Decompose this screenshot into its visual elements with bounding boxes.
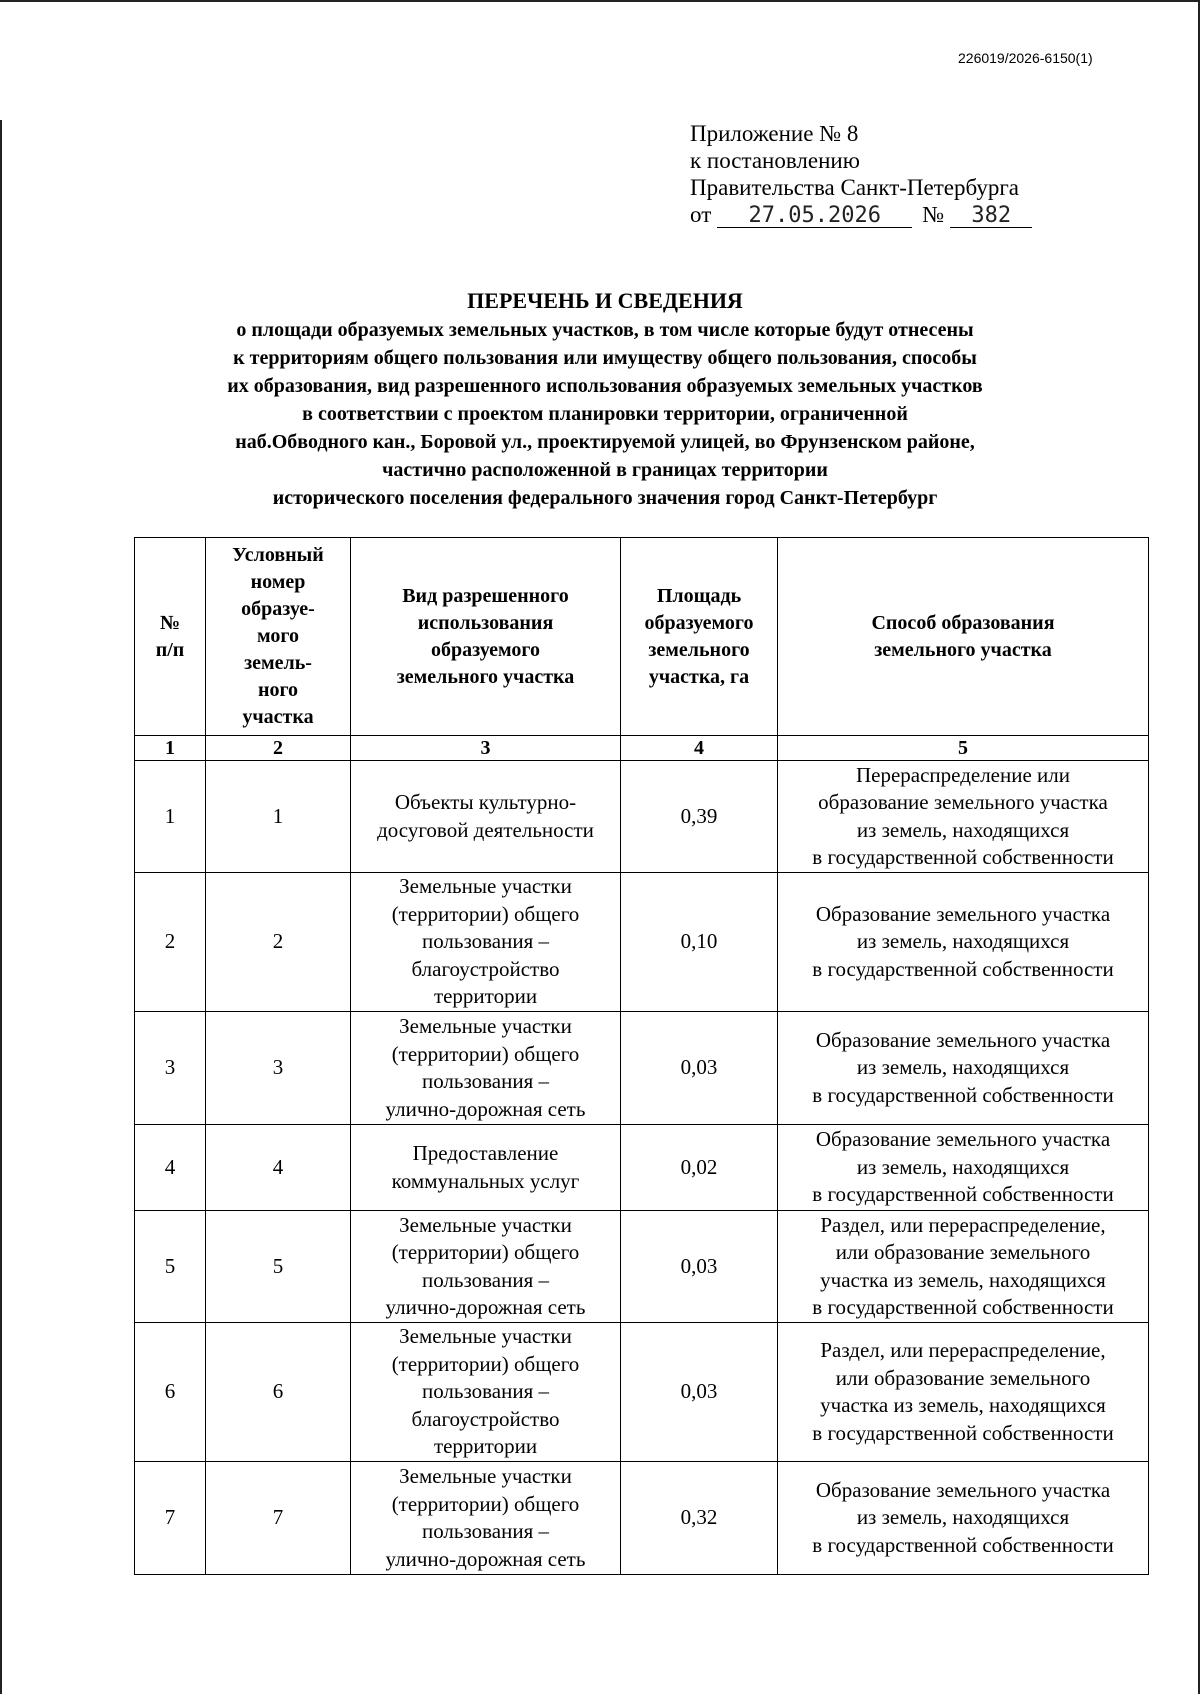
column-number: 5 — [778, 736, 1149, 761]
document-registration-number: 226019/2026-6150(1) — [958, 50, 1093, 66]
resolution-date: 27.05.2026 — [717, 205, 912, 228]
table-row — [135, 873, 1149, 1012]
row-number: 1 — [135, 761, 206, 873]
row-number: 6 — [135, 1323, 206, 1462]
table-row — [135, 1012, 1149, 1125]
appendix-date-line — [690, 201, 1032, 228]
row-number: 4 — [135, 1125, 206, 1211]
table-row — [135, 1323, 1149, 1462]
formation-method: Раздел, или перераспределение, или образование земельного участка из земель, находящихся в государственной собственности — [778, 1211, 1149, 1323]
permitted-use: Объекты культурно- досуговой деятельности — [351, 761, 621, 873]
document-heading — [130, 286, 1080, 512]
conditional-number: 4 — [206, 1125, 351, 1211]
conditional-number: 2 — [206, 873, 351, 1012]
formation-method: Образование земельного участка из земель, находящихся в государственной собственности — [778, 1125, 1149, 1211]
number-label: № — [922, 202, 945, 227]
conditional-number: 7 — [206, 1462, 351, 1575]
header-formation-method: Способ образования земельного участка — [778, 538, 1149, 736]
scan-edge-left — [0, 120, 2, 1694]
column-number: 1 — [135, 736, 206, 761]
column-number: 4 — [621, 736, 778, 761]
formation-method: Образование земельного участка из земель, находящихся в государственной собственности — [778, 1012, 1149, 1125]
row-number: 3 — [135, 1012, 206, 1125]
scan-edge-top — [0, 0, 1200, 2]
parcel-area: 0,10 — [621, 873, 778, 1012]
table-row — [135, 1462, 1149, 1575]
appendix-line-1: Приложение № 8 — [690, 121, 859, 146]
formation-method: Образование земельного участка из земель, находящихся в государственной собственности — [778, 1462, 1149, 1575]
header-row-number: № п/п — [135, 538, 206, 736]
header-conditional-number: Условный номер образуе- мого земель- ного участка — [206, 538, 351, 736]
parcel-area: 0,03 — [621, 1211, 778, 1323]
permitted-use: Земельные участки (территории) общего пользования – благоустройство территории — [351, 1323, 621, 1462]
parcel-area: 0,03 — [621, 1323, 778, 1462]
parcel-area: 0,02 — [621, 1125, 778, 1211]
permitted-use: Предоставление коммунальных услуг — [351, 1125, 621, 1211]
parcel-area: 0,32 — [621, 1462, 778, 1575]
parcel-area: 0,03 — [621, 1012, 778, 1125]
table-row — [135, 1125, 1149, 1211]
document-subtitle: о площади образуемых земельных участков, в том числе которые будут отнесены к территориям общего пользования или имуществу общего пользования, способы их образования, вид разрешенного использования образуемых земельных участков в соответствии с проектом планировки территории, ограниченной наб.Обводного кан., Боровой ул., проектируемой улицей, во Фрунзенском районе, частично расположенной в границах территории исторического поселения федерального значения город Санкт-Петербург — [227, 319, 983, 509]
row-number: 7 — [135, 1462, 206, 1575]
permitted-use: Земельные участки (территории) общего пользования – улично-дорожная сеть — [351, 1462, 621, 1575]
document-title: ПЕРЕЧЕНЬ И СВЕДЕНИЯ — [467, 288, 743, 313]
header-area: Площадь образуемого земельного участка, га — [621, 538, 778, 736]
formation-method: Перераспределение или образование земельного участка из земель, находящихся в государственной собственности — [778, 761, 1149, 873]
conditional-number: 1 — [206, 761, 351, 873]
conditional-number: 6 — [206, 1323, 351, 1462]
from-label: от — [690, 202, 712, 227]
appendix-line-3: Правительства Санкт-Петербурга — [690, 175, 1019, 200]
table-row — [135, 761, 1149, 873]
row-number: 2 — [135, 873, 206, 1012]
permitted-use: Земельные участки (территории) общего пользования – улично-дорожная сеть — [351, 1012, 621, 1125]
table-header-row — [135, 538, 1149, 736]
resolution-number: 382 — [950, 205, 1032, 228]
appendix-line-2: к постановлению — [690, 148, 860, 173]
parcel-area: 0,39 — [621, 761, 778, 873]
permitted-use: Земельные участки (территории) общего пользования – улично-дорожная сеть — [351, 1211, 621, 1323]
conditional-number: 5 — [206, 1211, 351, 1323]
column-number: 2 — [206, 736, 351, 761]
formation-method: Раздел, или перераспределение, или образование земельного участка из земель, находящихся в государственной собственности — [778, 1323, 1149, 1462]
conditional-number: 3 — [206, 1012, 351, 1125]
table-row — [135, 1211, 1149, 1323]
permitted-use: Земельные участки (территории) общего пользования – благоустройство территории — [351, 873, 621, 1012]
header-permitted-use: Вид разрешенного использования образуемого земельного участка — [351, 538, 621, 736]
column-number-row — [135, 736, 1149, 761]
row-number: 5 — [135, 1211, 206, 1323]
parcels-table — [134, 537, 1149, 1575]
column-number: 3 — [351, 736, 621, 761]
appendix-block — [690, 120, 1032, 228]
formation-method: Образование земельного участка из земель, находящихся в государственной собственности — [778, 873, 1149, 1012]
